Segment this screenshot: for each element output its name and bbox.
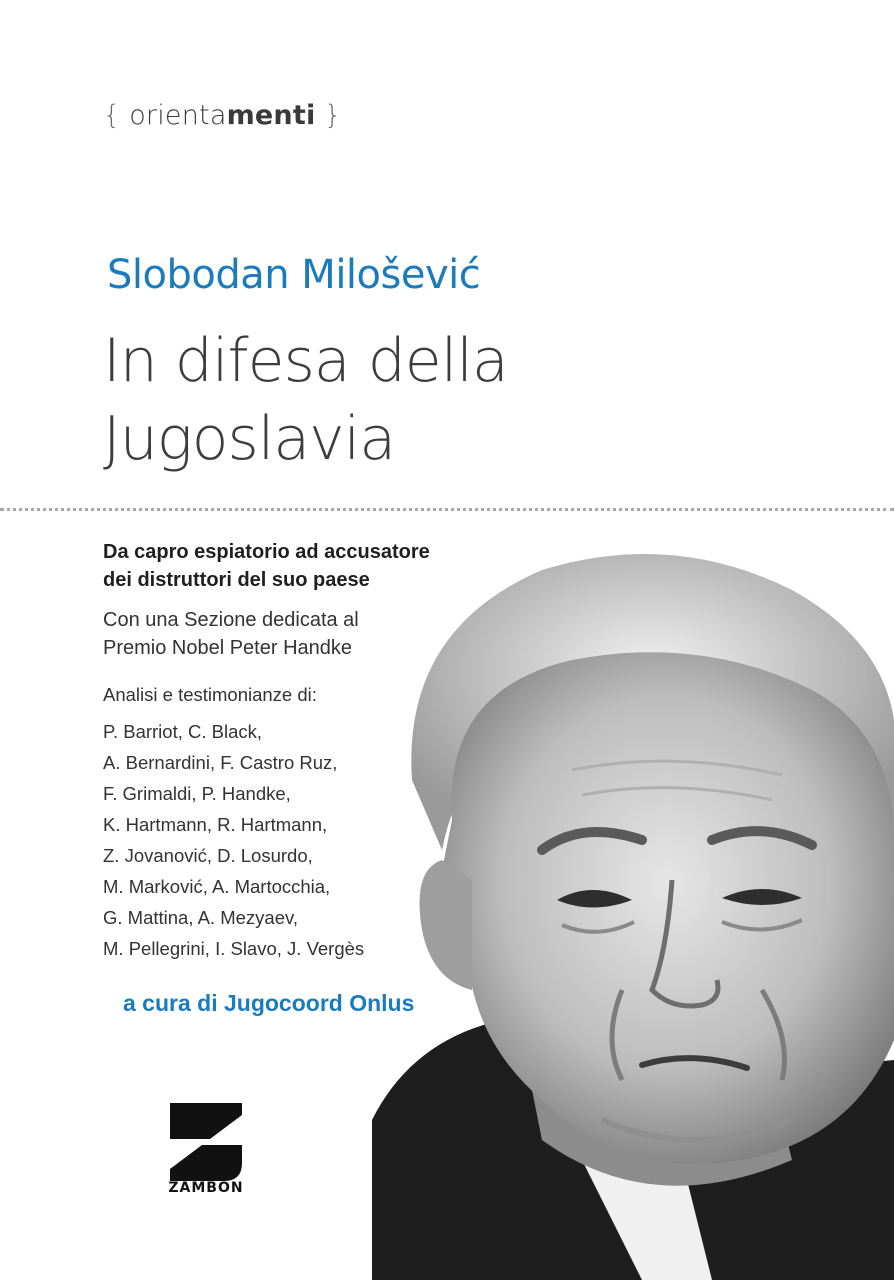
contributors-line: Z. Jovanović, D. Losurdo, [103, 845, 313, 866]
title-line: In difesa della [103, 326, 508, 396]
contributors-line: M. Marković, A. Martocchia, [103, 876, 331, 897]
contributors-line: F. Grimaldi, P. Handke, [103, 783, 291, 804]
dotted-divider [0, 508, 894, 511]
book-title [103, 322, 508, 478]
series-suffix: menti [226, 100, 316, 131]
series-close-brace: } [324, 100, 342, 131]
contributors-line: M. Pellegrini, I. Slavo, J. Vergès [103, 938, 365, 959]
subtitle-line: dei distruttori del suo paese [103, 569, 370, 591]
handke-note [103, 606, 359, 662]
contributors-line: P. Barriot, C. Black, [103, 721, 263, 742]
handke-line: Premio Nobel Peter Handke [103, 637, 353, 659]
editor-credit: a cura di Jugocoord Onlus [123, 990, 415, 1016]
contributors-list [103, 716, 364, 964]
contributors-heading: Analisi e testimonianze di: [103, 684, 317, 705]
author-name: Slobodan Milošević [107, 252, 481, 298]
title-line: Jugoslavia [103, 404, 396, 474]
contributors-line: K. Hartmann, R. Hartmann, [103, 814, 328, 835]
contributors-line: G. Mattina, A. Mezyaev, [103, 907, 299, 928]
subtitle-line: Da capro espiatorio ad accusatore [103, 541, 430, 563]
series-open-brace: { [103, 100, 121, 131]
portrait-photo [372, 520, 894, 1280]
contributors-line: A. Bernardini, F. Castro Ruz, [103, 752, 338, 773]
publisher-name: ZAMBON [168, 1180, 244, 1196]
series-prefix: orienta [129, 100, 227, 131]
subtitle [103, 538, 430, 594]
series-name [103, 100, 342, 131]
handke-line: Con una Sezione dedicata al [103, 609, 359, 631]
